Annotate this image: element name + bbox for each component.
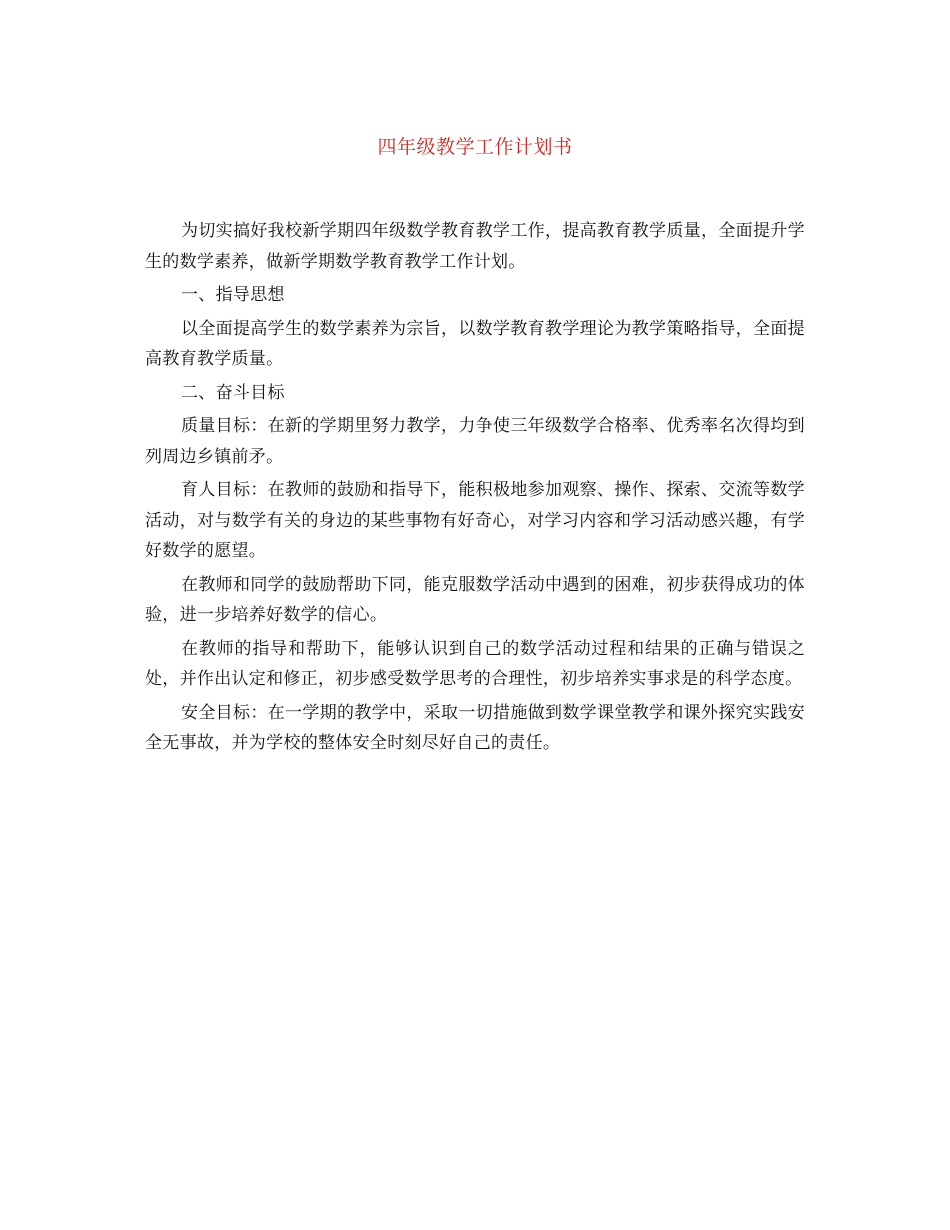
overcome-difficulty-paragraph: 在教师和同学的鼓励帮助下同，能克服数学活动中遇到的困难，初步获得成功的体验，进一步培养好数学的信心。 <box>145 574 805 625</box>
education-goal-paragraph: 育人目标：在教师的鼓励和指导下，能积极地参加观察、操作、探索、交流等数学活动，对与数学有关的身边的某些事物有好奇心，对学习内容和学习活动感兴趣，有学好数学的愿望。 <box>145 480 805 561</box>
section-heading-guiding-idea: 一、指导思想 <box>181 285 285 305</box>
document-body <box>145 216 805 762</box>
section-heading-goals: 二、奋斗目标 <box>181 382 285 403</box>
document-title: 四年级教学工作计划书 <box>377 136 573 158</box>
safety-goal-paragraph: 安全目标：在一学期的教学中，采取一切措施做到数学课堂教学和课外探究实践安全无事故，并为学校的整体安全时刻尽好自己的责任。 <box>145 702 805 753</box>
self-correction-paragraph: 在教师的指导和帮助下，能够认识到自己的数学活动过程和结果的正确与错误之处，并作出认定和修正，初步感受数学思考的合理性，初步培养实事求是的科学态度。 <box>145 638 805 689</box>
intro-paragraph: 为切实搞好我校新学期四年级数学教育教学工作，提高教育教学质量，全面提升学生的数学素养，做新学期数学教育教学工作计划。 <box>145 221 805 272</box>
quality-goal-paragraph: 质量目标：在新的学期里努力教学，力争使三年级数学合格率、优秀率名次得均到列周边乡镇前矛。 <box>145 416 805 467</box>
guiding-idea-paragraph: 以全面提高学生的数学素养为宗旨，以数学教育教学理论为教学策略指导，全面提高教育教学质量。 <box>145 318 805 369</box>
